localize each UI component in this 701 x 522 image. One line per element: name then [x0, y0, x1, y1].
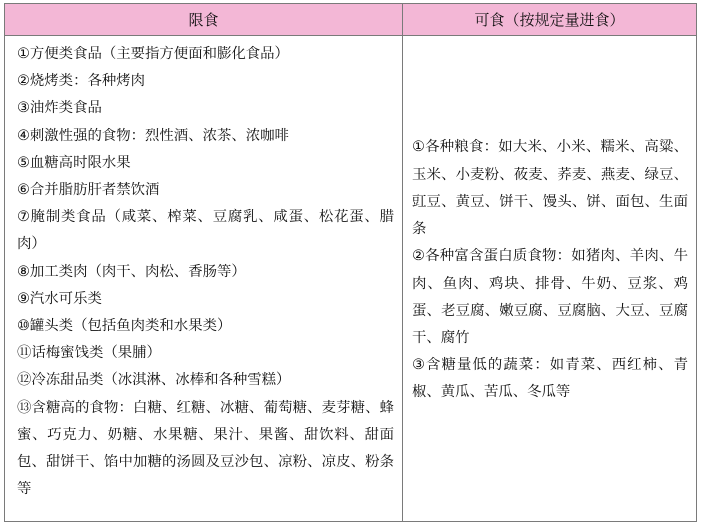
restricted-cell [5, 36, 403, 522]
restricted-item: ⑨汽水可乐类 [17, 290, 102, 307]
restricted-item: ①方便类食品（主要指方便面和膨化食品） [17, 46, 289, 62]
restricted-item: ⑥合并脂肪肝者禁饮酒 [17, 182, 160, 199]
restricted-item: ④刺激性强的食物：烈性酒、浓茶、浓咖啡 [17, 127, 289, 144]
allowed-item: ②各种富含蛋白质食物：如猪肉、羊肉、牛肉、鱼肉、鸡块、排骨、牛奶、豆浆、鸡蛋、老豆腐、嫩豆腐、豆腐脑、大豆、豆腐干、腐竹 [412, 248, 688, 346]
diet-table [4, 3, 697, 522]
restricted-item: ②烧烤类：各种烤肉 [17, 73, 146, 90]
allowed-cell [403, 36, 697, 522]
allowed-item: ③含糖量低的蔬菜：如青菜、西红柿、青椒、黄瓜、苦瓜、冬瓜等 [412, 357, 688, 401]
content-row [5, 36, 697, 522]
header-row [5, 4, 697, 36]
restricted-item: ⑪话梅蜜饯类（果脯） [17, 345, 161, 362]
header-restricted: 限食 [5, 4, 403, 36]
restricted-item: ⑧加工类肉（肉干、肉松、香肠等） [17, 263, 246, 280]
restricted-item: ③油炸类食品 [17, 100, 102, 117]
restricted-item: ⑬含糖高的食物：白糖、红糖、冰糖、葡萄糖、麦芽糖、蜂蜜、巧克力、奶糖、水果糖、果汁、果酱、甜饮料、甜面包、甜饼干、馅中加糖的汤圆及豆沙包、凉粉、凉皮、粉条等 [17, 399, 394, 498]
restricted-item: ⑤血糖高时限水果 [17, 154, 131, 171]
allowed-item: ①各种粮食：如大米、小米、糯米、高粱、玉米、小麦粉、莜麦、荞麦、燕麦、绿豆、豇豆、黄豆、饼干、馒头、饼、面包、生面条 [412, 139, 688, 238]
header-allowed: 可食（按规定量进食） [403, 4, 697, 36]
restricted-item: ⑦腌制类食品（咸菜、榨菜、豆腐乳、咸蛋、松花蛋、腊肉） [17, 209, 394, 253]
restricted-item: ⑩罐头类（包括鱼肉类和水果类） [17, 318, 232, 335]
restricted-item: ⑫冷冻甜品类（冰淇淋、冰棒和各种雪糕） [17, 372, 291, 389]
